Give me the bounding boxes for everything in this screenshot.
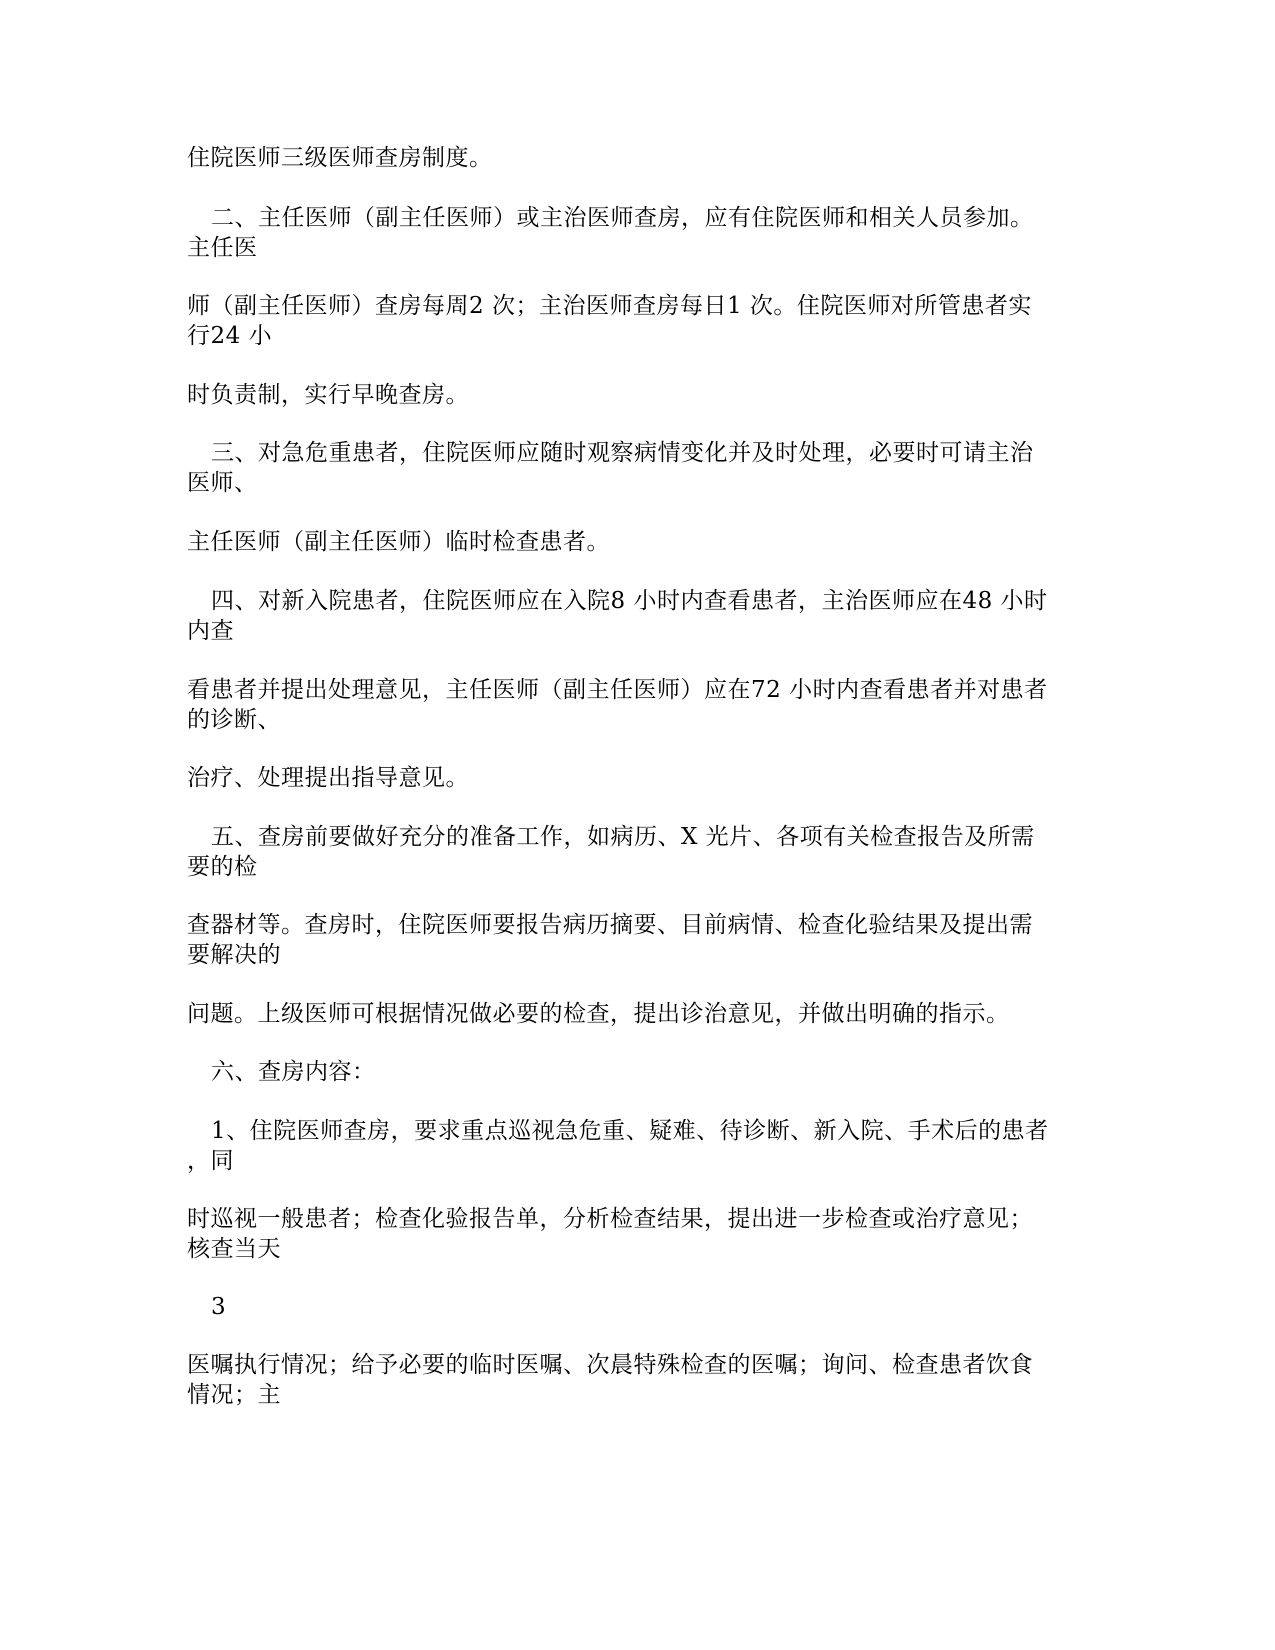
paragraph-3-line: 三、对急危重患者，住院医师应随时观察病情变化并及时处理，必要时可请主治 <box>211 440 1034 466</box>
text-line: 主任医 <box>187 235 258 261</box>
text-line: 医师、 <box>187 470 258 496</box>
text-line: ，同 <box>187 1148 234 1174</box>
text-line: 情况；主 <box>187 1382 281 1408</box>
paragraph-5-line: 五、查房前要做好充分的准备工作，如病历、X 光片、各项有关检查报告及所需 <box>211 824 1035 850</box>
text-line: 住院医师三级医师查房制度。 <box>187 145 493 171</box>
text-line: 查器材等。查房时，住院医师要报告病历摘要、目前病情、检查化验结果及提出需 <box>187 912 1033 938</box>
text-line: 看患者并提出处理意见，主任医师（副主任医师）应在72 小时内查看患者并对患者 <box>187 677 1048 703</box>
text-line: 的诊断、 <box>187 707 281 733</box>
paragraph-2-line: 二、主任医师（副主任医师）或主治医师查房，应有住院医师和相关人员参加。 <box>211 205 1034 231</box>
text-line: 问题。上级医师可根据情况做必要的检查，提出诊治意见，并做出明确的指示。 <box>187 1001 1010 1027</box>
text-line: 医嘱执行情况；给予必要的临时医嘱、次晨特殊检查的医嘱；询问、检查患者饮食 <box>187 1352 1033 1378</box>
text-line: 内查 <box>187 618 234 644</box>
text-line: 治疗、处理提出指导意见。 <box>187 765 469 791</box>
text-line: 要解决的 <box>187 942 281 968</box>
text-line: 时负责制，实行早晚查房。 <box>187 382 469 408</box>
text-line: 时巡视一般患者；检查化验报告单，分析检查结果，提出进一步检查或治疗意见； <box>187 1206 1033 1232</box>
text-line: 要的检 <box>187 854 258 880</box>
text-line: 核查当天 <box>187 1236 281 1262</box>
page-number: 3 <box>211 1294 227 1320</box>
text-line: 主任医师（副主任医师）临时检查患者。 <box>187 529 610 555</box>
paragraph-6-line: 六、查房内容： <box>211 1059 376 1085</box>
text-line: 师（副主任医师）查房每周2 次；主治医师查房每日1 次。住院医师对所管患者实 <box>187 293 1032 319</box>
paragraph-4-line: 四、对新入院患者，住院医师应在入院8 小时内查看患者，主治医师应在48 小时 <box>211 588 1048 614</box>
item-1-line: 1、住院医师查房，要求重点巡视急危重、疑难、待诊断、新入院、手术后的患者 <box>211 1118 1049 1144</box>
text-line: 行24 小 <box>187 323 273 349</box>
